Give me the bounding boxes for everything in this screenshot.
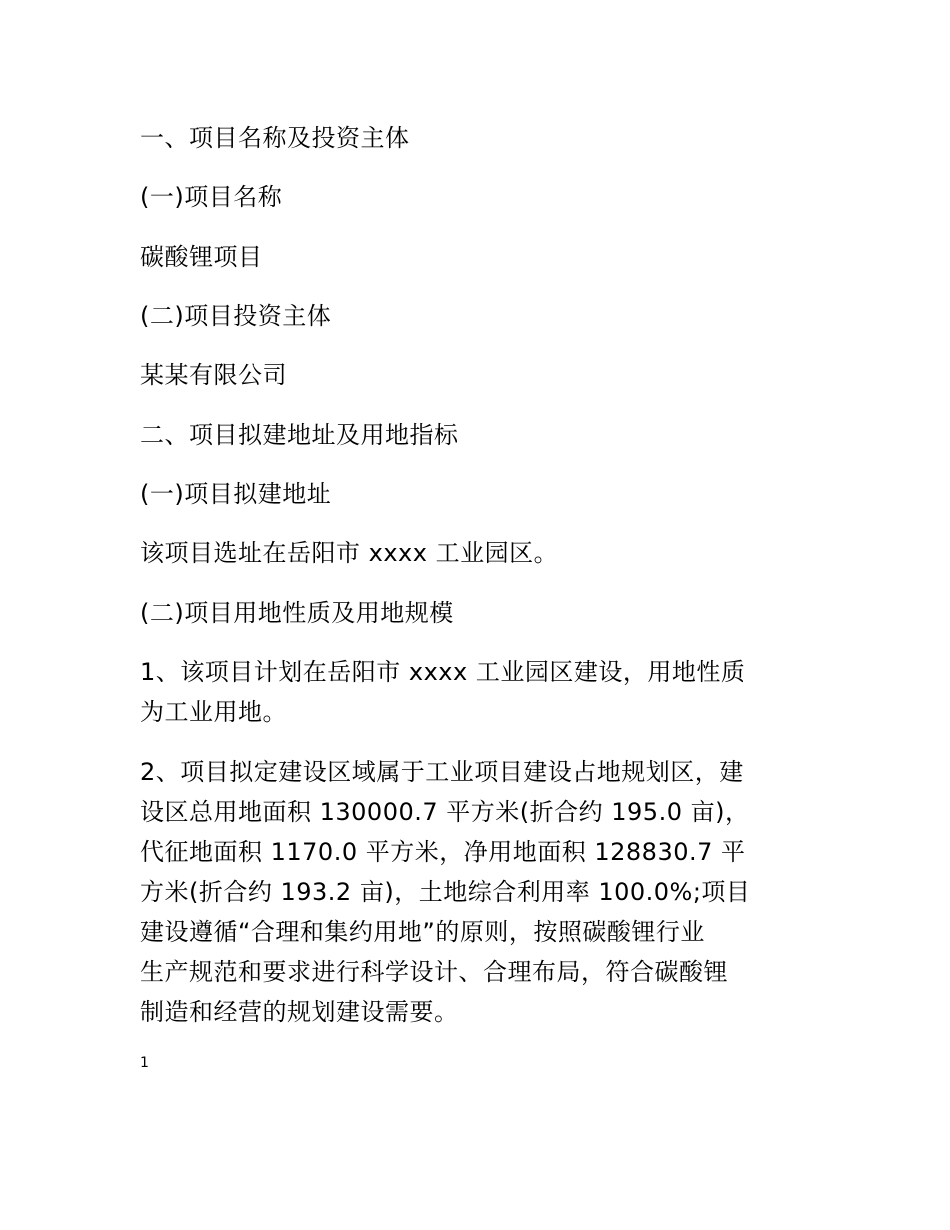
- item-2-line: 生产规范和要求进行科学设计、合理布局，符合碳酸锂: [140, 958, 728, 986]
- land-use-item-2: [140, 752, 820, 1032]
- item-1-line: 为工业用地。: [140, 698, 287, 726]
- subheading-project-name: (一)项目名称: [140, 183, 283, 211]
- subheading-site: (一)项目拟建地址: [140, 480, 332, 508]
- investor-text: 某某有限公司: [140, 361, 287, 389]
- section-heading-1: 一、项目名称及投资主体: [140, 124, 410, 152]
- item-2-line: 制造和经营的规划建设需要。: [140, 998, 459, 1026]
- section-heading-2: 二、项目拟建地址及用地指标: [140, 421, 459, 449]
- item-2-line: 建设遵循“合理和集约用地”的原则，按照碳酸锂行业: [140, 918, 705, 946]
- page-number: 1: [140, 1055, 149, 1071]
- project-name-text: 碳酸锂项目: [140, 243, 263, 271]
- item-2-line: 代征地面积 1170.0 平方米，净用地面积 128830.7 平: [140, 838, 746, 866]
- land-use-item-1: [140, 652, 820, 732]
- site-text: 该项目选址在岳阳市 xxxx 工业园区。: [140, 539, 559, 567]
- subheading-land-use: (二)项目用地性质及用地规模: [140, 599, 454, 627]
- item-2-line: 设区总用地面积 130000.7 平方米(折合约 195.0 亩)，: [140, 798, 750, 826]
- item-1-line: 1、该项目计划在岳阳市 xxxx 工业园区建设，用地性质: [140, 658, 746, 686]
- item-2-line: 方米(折合约 193.2 亩)，土地综合利用率 100.0%;项目: [140, 878, 751, 906]
- item-2-line: 2、项目拟定建设区域属于工业项目建设占地规划区，建: [140, 758, 744, 786]
- subheading-investor: (二)项目投资主体: [140, 302, 332, 330]
